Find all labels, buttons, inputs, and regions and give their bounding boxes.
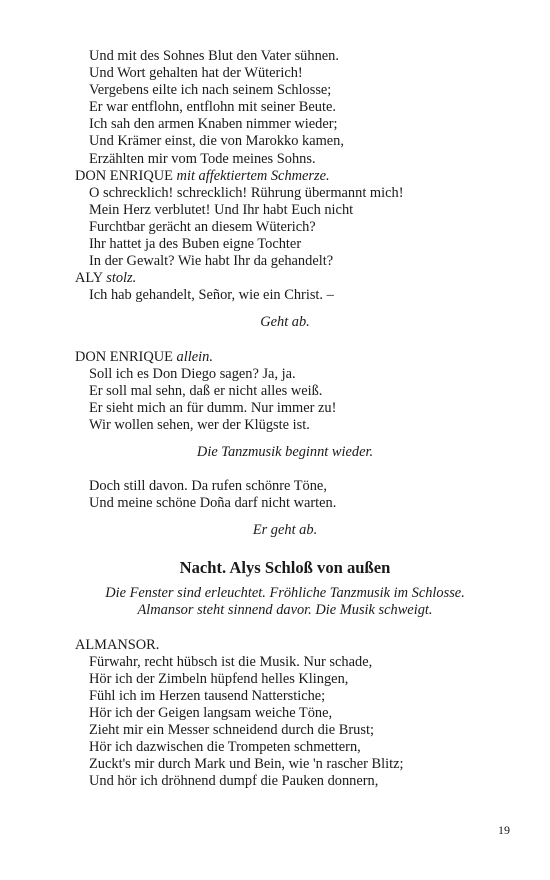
stage-direction-text: Die Tanzmusik beginnt wieder. [196, 443, 374, 460]
verse-line: In der Gewalt? Wie habt Ihr da gehandelt? [89, 253, 334, 270]
verse-line: Soll ich es Don Diego sagen? Ja, ja. [89, 365, 296, 382]
verse-line: Er sieht mich an für dumm. Nur immer zu! [89, 399, 337, 416]
verse-line: Fühl ich im Herzen tausend Natterstiche; [89, 687, 326, 704]
verse-line: Und mit des Sohnes Blut den Vater sühnen. [89, 48, 339, 64]
speaker-name: ALMANSOR. [75, 636, 160, 653]
verse-line: Hör ich der Geigen langsam weiche Töne, [89, 704, 333, 721]
verse-line: Hör ich der Zimbeln hüpfend helles Klingen, [89, 670, 349, 687]
verse-line: Mein Herz verblutet! Und Ihr habt Euch nicht [89, 201, 354, 218]
verse-line: Fürwahr, recht hübsch ist die Musik. Nur schade, [89, 653, 373, 670]
scene-description-line: Die Fenster sind erleuchtet. Fröhliche Tanzmusik im Schlosse. [105, 585, 465, 602]
verse-line: Und meine schöne Doña darf nicht warten. [89, 495, 337, 512]
verse-line: Und Krämer einst, die von Marokko kamen, [89, 133, 344, 150]
speaker-line [75, 168, 495, 185]
verse-line: O schrecklich! schrecklich! Rührung übermannt mich! [89, 184, 404, 201]
verse-line: Ich hab gehandelt, Señor, wie ein Christ. – [89, 287, 334, 304]
stage-direction-text: Er geht ab. [252, 522, 318, 539]
verse-line: Zuckt's mir durch Mark und Bein, wie 'n rascher Blitz; [89, 756, 404, 773]
speaker-direction: stolz. [106, 270, 137, 287]
verse-line: Und Wort gehalten hat der Wüterich! [89, 65, 303, 82]
stage-direction [75, 444, 495, 461]
speaker-line [75, 349, 495, 366]
speaker-direction: mit affektiertem Schmerze. [176, 167, 330, 184]
verse-line: Er war entflohn, entflohn mit seiner Beute. [89, 99, 336, 116]
verse-line: Ihr hattet ja des Buben eigne Tochter [89, 236, 302, 253]
speaker-direction: allein. [176, 348, 213, 365]
speaker-name: DON ENRIQUE [75, 167, 173, 184]
speaker-name: ALY [75, 270, 103, 287]
speaker-name: DON ENRIQUE [75, 348, 173, 365]
scene-description-line: Almansor steht sinnend davor. Die Musik schweigt. [137, 602, 433, 619]
stage-direction [75, 522, 495, 539]
drama-text [75, 48, 495, 790]
verse-line: Und hör ich dröhnend dumpf die Pauken donnern, [89, 773, 379, 790]
verse-line: Furchtbar gerächt an diesem Wüterich? [89, 218, 316, 235]
verse-line: Vergebens eilte ich nach seinem Schlosse; [89, 82, 332, 99]
verse-line: Erzählten mir vom Tode meines Sohns. [89, 150, 316, 167]
verse-line: Ich sah den armen Knaben nimmer wieder; [89, 116, 338, 133]
verse-line: Wir wollen sehen, wer der Klügste ist. [89, 416, 310, 433]
stage-direction-text: Geht ab. [260, 314, 310, 331]
verse-line: Hör ich dazwischen die Trompeten schmettern, [89, 739, 361, 756]
verse-line: Zieht mir ein Messer schneidend durch die Brust; [89, 722, 374, 738]
stage-direction [75, 314, 495, 331]
scene-heading: Nacht. Alys Schloß von außen [179, 558, 391, 578]
verse-line: Doch still davon. Da rufen schönre Töne, [89, 478, 327, 495]
page-number: 19 [498, 823, 510, 837]
speaker-line [75, 270, 495, 287]
verse-line: Er soll mal sehn, daß er nicht alles weiß. [89, 382, 323, 399]
speaker-line [75, 637, 495, 654]
